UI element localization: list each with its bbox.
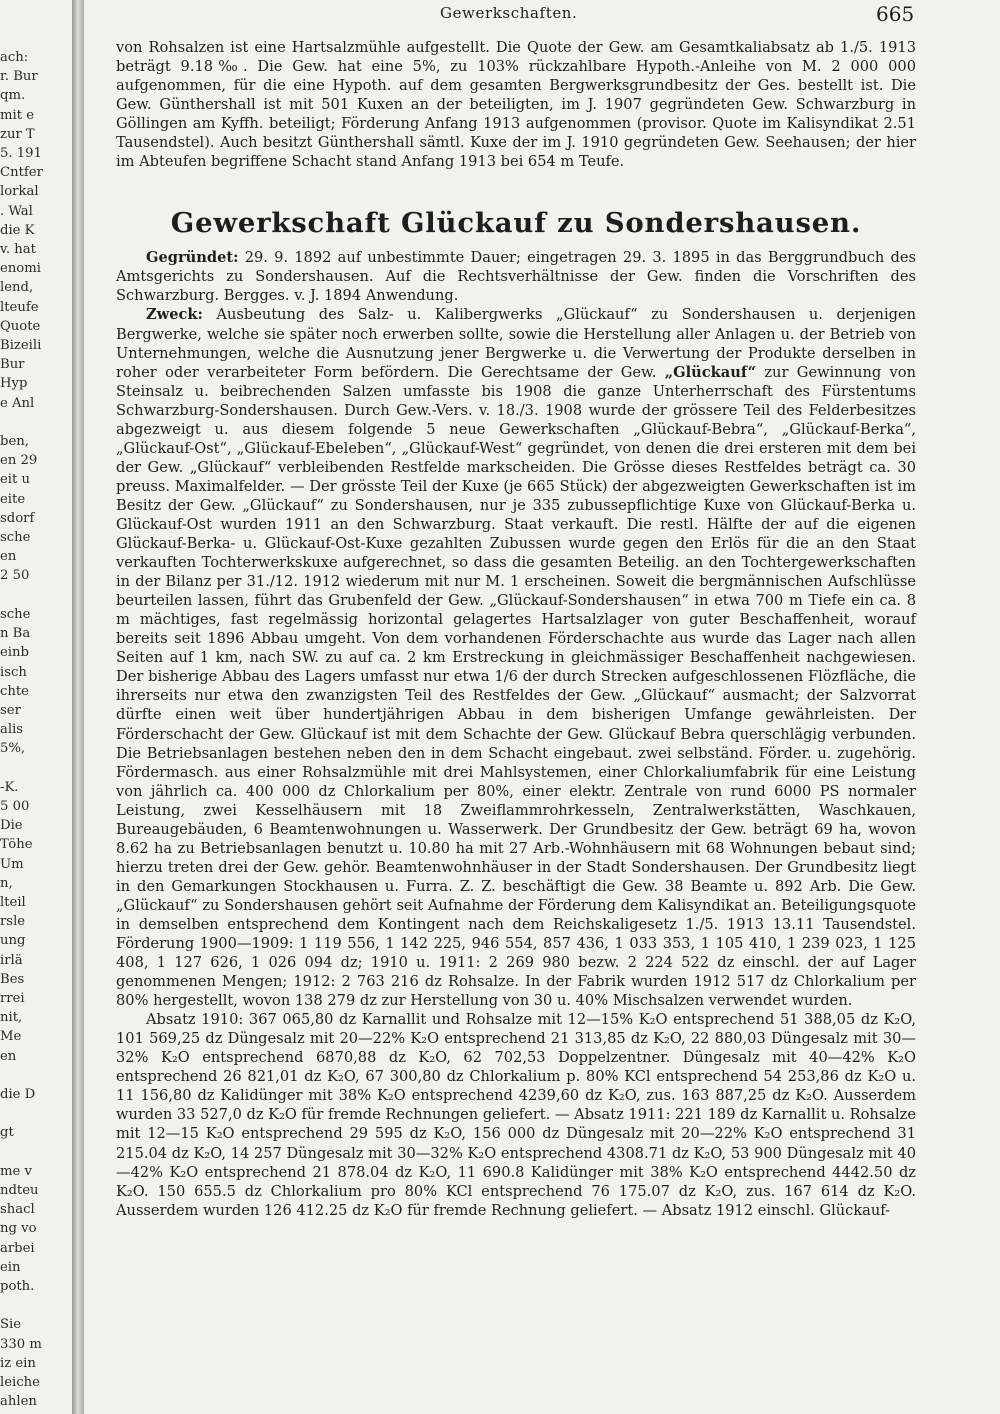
previous-column-fragment: die K: [0, 222, 35, 238]
previous-column-fragment: sdorf: [0, 510, 35, 526]
founded-label: Gegründet:: [146, 249, 239, 267]
previous-column-fragment: Sie: [0, 1317, 22, 1333]
intro-paragraph: von Rohsalzen ist eine Hartsalzmühle aufgestellt. Die Quote der Gew. am Gesamtkaliabsatz ab 1./5. 1913 beträgt 9.18‰. Die Gew. hat eine 5%, zu 103% rückzahlbare Hypoth.-Anleihe von M. 2 000 000 aufgenommen, für die eine Hypoth. auf dem gesamten Bergwerksgrundbesitz der Ges. bestellt ist. Die Gew. Günthershall ist mit 501 Kuxen an der beteiligten, im J. 1907 gegründeten Gew. Schwarzburg in Göllingen am Kyffh. beteiligt; Förderung Anfang 1913 aufgenommen (provisor. Quote im Kalisyndikat 2.51 Tausendstel). Auch besitzt Günthershall sämtl. Kuxe der im J. 1910 gegründeten Gew. Seehausen; der hier im Abteufen begriffene Schacht stand Anfang 1913 bei 654 m Teufe.: [116, 39, 916, 171]
previous-column-fragment: rrei: [0, 990, 25, 1006]
previous-column-fragment: . Wal: [0, 203, 33, 219]
running-head: Gewerkschaften.: [440, 4, 578, 22]
previous-column-fragment: Me: [0, 1029, 22, 1045]
previous-column-fragment: ndteu: [0, 1182, 39, 1198]
previous-column-fragment: 5%,: [0, 741, 26, 757]
previous-column-fragment: mit e: [0, 107, 35, 123]
previous-column-fragment: irlä: [0, 952, 23, 968]
previous-column-fragment: me v: [0, 1163, 32, 1179]
previous-column-fragment: ben,: [0, 434, 29, 450]
founded-paragraph: [116, 248, 916, 305]
purpose-emphasis: „Glückauf“: [664, 363, 756, 381]
purpose-label: Zweck:: [146, 306, 203, 324]
previous-column-fragment: Bur: [0, 357, 25, 373]
previous-column-fragment: einb: [0, 645, 29, 661]
previous-column-fragment: 5. 191: [0, 146, 42, 162]
previous-column-fragment: alis: [0, 722, 24, 738]
previous-column-fragment: 2 50: [0, 568, 30, 584]
previous-column-fragment: poth.: [0, 1279, 35, 1294]
previous-column-fragment: ng vo: [0, 1221, 37, 1237]
previous-column-fragment: Cntfer: [0, 165, 43, 181]
previous-column-fragment: en: [0, 549, 17, 565]
previous-column-fragment: [0, 413, 72, 432]
page-number: 665: [876, 2, 915, 26]
sales-paragraph: Absatz 1910: 367 065,80 dz Karnallit und Rohsalze mit 12—15% K₂O entsprechend 51 388,05 dz K₂O, 101 569,25 dz Düngesalz mit 20—22% K₂O entsprechend 21 313,85 dz K₂O, 22 880,03 Düngesalz mit 30—32% K₂O entsprechend 6870,88 dz K₂O, 62 702,53 Doppelzentner. Düngesalz mit 40—42% K₂O entsprechend 26 821,01 dz K₂O, 67 300,80 dz Chlorkalium p. 80% KCl entsprechend 54 253,86 dz K₂O u. 11 156,80 dz Kalidünger mit 38% K₂O entsprechend 4239,60 dz K₂O, zus. 163 887,25 dz K₂O. Ausserdem wurden 33 527,0 dz K₂O für fremde Rechnungen geliefert. — Absatz 1911: 221 189 dz Karnallit u. Rohsalze mit 12—15 K₂O entsprechend 29 595 dz K₂O, 156 000 dz Düngesalz mit 20—22% K₂O entsprechend 31 215.04 dz K₂O, 14 257 Düngesalz mit 30—32% K₂O entsprechend 4308.71 dz K₂O, 53 900 Düngesalz mit 40—42% K₂O entsprechend 21 878.04 dz K₂O, 11 690.8 Kalidünger mit 38% K₂O entsprechend 4442.50 dz K₂O. 150 655.5 dz Chlorkalium pro 80% KCl entsprechend 76 175.07 dz K₂O, zus. 167 614 dz K₂O. Ausserdem wurden 126 412.25 dz K₂O für fremde Rechnung geliefert. — Absatz 1912 einschl. Glückauf-: [116, 1011, 917, 1219]
previous-column-fragment: leiche: [0, 1375, 40, 1391]
previous-column-fragment: lteil: [0, 894, 26, 910]
previous-column-fragment: 5 00: [0, 798, 30, 814]
previous-column-fragment: sche: [0, 530, 31, 546]
previous-column-fragment: ser: [0, 702, 21, 718]
book-gutter: [72, 0, 84, 1414]
previous-column-fragment: Töhe: [0, 837, 33, 853]
previous-column-fragment: lend,: [0, 280, 34, 296]
previous-column-fragment: zur T: [0, 126, 35, 142]
purpose-text-1: Ausbeutung des Salz- u. Kalibergwerks „Glückauf“ zu Sondershausen u. derjenigen Bergwerke, welche sie später noch erwerben sollte, sowie die Herstellung aller Anlagen u. der Betrieb von Unternehmungen, welche die Ausnutzung jener Bergwerke u. die Verwertung der Produkte derselben in roher oder verarbeiteter Form befördern. Die Gerechtsame der Gew.: [116, 306, 917, 381]
previous-column-fragment: ung: [0, 933, 26, 949]
previous-column-fragment: eit u: [0, 472, 31, 488]
previous-column-fragment: lorkal: [0, 184, 39, 200]
previous-column-fragment: chte: [0, 683, 29, 699]
previous-column-fragment: r. Bur: [0, 69, 38, 85]
previous-column-fragment: [0, 1296, 72, 1315]
purpose-text-2: zur Gewinnung von Steinsalz u. beibrechenden Salzen umfasste bis 1908 die ganze Unterherrschaft des Fürstentums Schwarzburg-Sondershausen. Durch Gew.-Vers. v. 18./3. 1908 wurde der grössere Teil des Felderbesitzes abgezweigt u. aus diesem folgende 5 neue Gewerkschaften „Glückauf-Bebra“, „Glückauf-Berka“, „Glückauf-Ost“, „Glückauf-Ebeleben“, „Glückauf-West“ gegründet, von denen die drei ersteren mit dem bei der Gew. „Glückauf“ verbleibenden Restfelde markscheiden. Die Grösse dieses Restfeldes beträgt ca. 30 preuss. Maximalfelder. — Der grösste Teil der Kuxe (je 665 Stück) der abgezweigten Gewerkschaften ist im Besitz der Gew. „Glückauf“ zu Sondershausen, nur je 335 zubussepflichtige Kuxe von Glückauf-Berka u. Glückauf-Ost wurden 1911 an den Schwarzburg. Staat verkauft. Die restl. Hälfte der auf die eigenen Glückauf-Berka- u. Glückauf-Ost-Kuxe gezahlten Zubussen wurde gegen den Erlös für die an den Staat verkauften Tochterwerkskuxe aufgerechnet, so dass die gesamten Beteilig. an den Tochtergewerkschaften in der Bilanz per 31./12. 1912 wiederum mit nur M. 1 erscheinen. Soweit die bergmännischen Aufschlüsse beurteilen lassen, führt das Grubenfeld der Gew. „Glückauf-Sondershausen“ in etwa 700 m Tiefe ein ca. 8 m mächtiges, fast regelmässig horizontal gelagertes Hartsalzlager von guter Beschaffenheit, worauf bereits seit 1896 Abbau umgeht. Von dem vorhandenen Förderschachte aus wurde das Lager nach allen Seiten auf 1 km, nach SW. zu auf ca. 2 km Erstreckung in gleichmässiger Beschaffenheit nachgewiesen. Der bisherige Abbau des Lagers umfasst nur etwa 1/6 der durch Strecken aufgeschlossenen Flözfläche, die ihrerseits nur etwa den zwanzigsten Teil des Restfeldes der Gew. „Glückauf“ ausmacht; der Salzvorrat dürfte einen weit über hundertjährigen Abbau in dem bisherigen Umfange gewährleisten. Der Förderschacht der Gew. Glückauf ist mit dem Schachte der Gew. Glückauf Bebra querschlägig verbunden. Die Betriebsanlagen bestehen neben den in dem Schacht eingebaut. zwei selbständ. Förder. u. zugehörig. Fördermasch. aus einer Rohsalzmühle mit drei Mahlsystemen, einer Chlorkaliumfabrik für eine Leistung von jährlich ca. 400 000 dz Chlorkalium per 80%, einer elektr. Zentrale von rund 6000 PS normaler Leistung, zwei Kesselhäusern mit 18 Zweiflammrohrkesseln, Zentralwerkstätten, Waschkauen, Bureaugebäuden, 6 Beamtenwohnungen u. Wasserwerk. Der Grundbesitz der Gew. beträgt 69 ha, wovon 8.62 ha zu Betriebsanlagen benutzt u. 10.80 ha mit 27 Arb.-Wohnhäusern mit 68 Wohnungen bebaut sind; hierzu treten drei der Gew. gehör. Beamtenwohnhäuser in der Stadt Sondershausen. Der Grundbesitz liegt in den Gemarkungen Stockhausen u. Furra. Z. Z. beschäftigt die Gew. 38 Beamte u. 892 Arb. Die Gew. „Glückauf“ zu Sondershausen gehört seit Aufnahme der Förderung dem Kalisyndikat an. Beteiligungsquote in demselben entsprechend dem Kontingent nach dem Reichskaligesetz 1./5. 1913 13.11 Tausendstel. Förderung 1900—1909: 1 119 556, 1 142 225, 946 554, 857 436, 1 033 353, 1 105 410, 1 239 023, 1 125 408, 1 127 626, 1 026 094 dz; 1910 u. 1911: 2 269 980 bezw. 2 224 522 dz einschl. der auf Lager genommenen Mengen; 1912: 2 763 216 dz Rohsalze. In der Fabrik wurden 1912 517 dz Chlorkalium per 80% hergestellt, wovon 138 279 dz zur Herstellung von 30 u. 40% Mischsalzen verwendet wurden.: [116, 363, 916, 1010]
previous-column-fragment: [0, 586, 72, 605]
previous-page-column: [0, 48, 72, 1410]
previous-column-fragment: qm.: [0, 88, 26, 104]
previous-column-fragment: n,: [0, 875, 13, 891]
previous-column-fragment: en 29: [0, 453, 38, 469]
previous-column-fragment: [0, 1066, 72, 1085]
previous-column-fragment: 330 m: [0, 1336, 42, 1352]
previous-column-fragment: en: [0, 1048, 17, 1064]
previous-column-fragment: Um: [0, 856, 24, 872]
purpose-paragraph: [116, 305, 916, 1010]
previous-column-fragment: v. hat: [0, 242, 36, 258]
previous-column-fragment: die D: [0, 1086, 36, 1102]
previous-column-fragment: nit,: [0, 1010, 23, 1026]
previous-column-fragment: [0, 1104, 72, 1123]
previous-column-fragment: e Anl: [0, 395, 35, 411]
previous-column-fragment: lteufe: [0, 299, 39, 315]
previous-column-fragment: -K.: [0, 779, 19, 795]
previous-column-fragment: eite: [0, 491, 26, 507]
previous-column-fragment: isch: [0, 664, 27, 680]
previous-column-fragment: gt: [0, 1125, 14, 1141]
previous-column-fragment: enomi: [0, 261, 41, 277]
previous-column-fragment: rsle: [0, 914, 26, 930]
previous-column-fragment: shacl: [0, 1202, 35, 1218]
section-title: Gewerkschaft Glückauf zu Sondershausen.: [170, 207, 862, 240]
previous-column-fragment: Bes: [0, 971, 25, 987]
previous-column-fragment: Bizeili: [0, 338, 42, 354]
previous-column-fragment: [0, 1143, 72, 1162]
previous-column-fragment: iz ein: [0, 1355, 36, 1371]
founded-text: 29. 9. 1892 auf unbestimmte Dauer; eingetragen 29. 3. 1895 in das Berggrundbuch des Amtsgerichts zu Sondershausen. Auf die Rechtsverhältnisse der Gew. finden die Vorschriften des Schwarzburg. Bergges. v. J. 1894 Anwendung.: [116, 249, 916, 305]
previous-column-fragment: ach:: [0, 50, 29, 65]
previous-column-fragment: sche: [0, 606, 31, 622]
previous-column-fragment: [0, 759, 72, 778]
previous-column-fragment: Die: [0, 818, 23, 834]
previous-column-fragment: ahlen: [0, 1394, 37, 1410]
previous-column-fragment: ein: [0, 1259, 21, 1275]
previous-column-fragment: Hyp: [0, 376, 28, 392]
page-body: [116, 38, 916, 1220]
previous-column-fragment: n Ba: [0, 626, 31, 642]
previous-column-fragment: arbei: [0, 1240, 35, 1256]
previous-column-fragment: Quote: [0, 318, 41, 334]
